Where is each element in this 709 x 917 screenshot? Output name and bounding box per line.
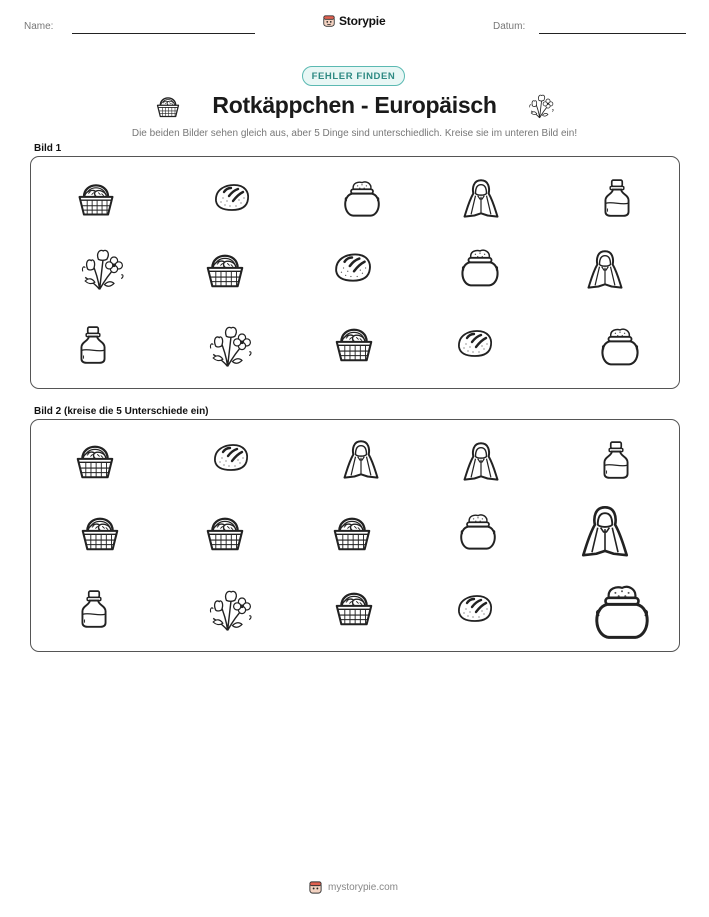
page-header <box>0 0 709 44</box>
basket-icon[interactable] <box>329 508 375 556</box>
date-line[interactable] <box>539 33 686 34</box>
honey-pot-icon[interactable] <box>456 508 500 554</box>
basket-icon <box>331 319 377 367</box>
basket-icon[interactable] <box>202 508 248 556</box>
basket-icon <box>202 245 248 293</box>
bread-icon <box>451 323 499 363</box>
date-label: Datum: <box>493 21 526 32</box>
cloak-icon <box>583 246 627 294</box>
flowers-icon <box>206 321 254 371</box>
footer-url[interactable]: mystorypie.com <box>328 882 399 893</box>
picture-1-panel <box>30 156 680 389</box>
mascot-icon <box>308 880 323 895</box>
flowers-icon[interactable] <box>206 585 254 635</box>
bottle-icon <box>72 321 114 369</box>
footer <box>308 880 398 895</box>
cloak-icon <box>459 175 503 223</box>
honey-pot-icon <box>340 175 384 221</box>
honey-pot-icon <box>597 321 643 371</box>
bread-icon <box>328 246 378 288</box>
brand-logo <box>322 14 385 28</box>
bottle-icon[interactable] <box>595 436 637 484</box>
mascot-icon <box>322 14 336 28</box>
instructions-text: Die beiden Bilder sehen gleich aus, aber 5 Dinge sind unterschiedlich. Kreise sie im unteren Bild ein! <box>131 128 578 139</box>
basket-icon[interactable] <box>331 583 377 631</box>
bread-icon[interactable] <box>451 588 499 628</box>
name-label: Name: <box>24 21 54 32</box>
worksheet-type-badge: FEHLER FINDEN <box>302 66 405 86</box>
flowers-icon <box>78 245 126 293</box>
name-line[interactable] <box>72 33 255 34</box>
honey-pot-icon[interactable] <box>589 578 655 644</box>
cloak-icon[interactable] <box>576 500 634 564</box>
bottle-icon[interactable] <box>73 585 115 633</box>
bread-icon <box>208 177 256 217</box>
cloak-icon[interactable] <box>459 438 503 486</box>
basket-icon <box>74 175 118 221</box>
cloak-icon[interactable] <box>339 436 383 484</box>
brand-name: Storypie <box>339 14 386 28</box>
flowers-icon <box>527 91 555 121</box>
picture-1-label: Bild 1 <box>34 143 62 154</box>
picture-2-panel[interactable] <box>30 419 680 652</box>
basket-icon[interactable] <box>72 436 118 484</box>
bread-icon[interactable] <box>207 437 255 477</box>
basket-icon[interactable] <box>77 508 123 556</box>
bottle-icon <box>596 175 638 221</box>
honey-pot-icon <box>457 243 503 291</box>
page-title: Rotkäppchen - Europäisch <box>212 92 497 118</box>
picture-2-label: Bild 2 (kreise die 5 Unterschiede ein) <box>34 406 209 417</box>
